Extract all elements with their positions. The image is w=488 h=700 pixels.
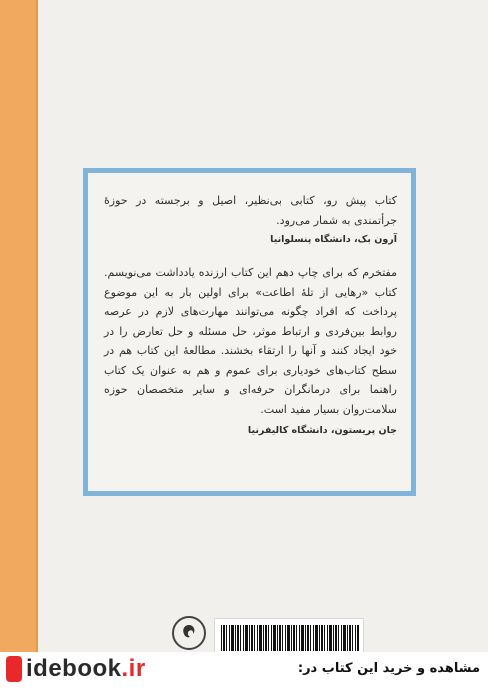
barcode-icon bbox=[221, 625, 359, 651]
endorsement-text-1: کتاب پیش رو، کتابی بی‌نظیر، اصیل و برجسته در حوزهٔ جرأتمندی به شمار می‌رود. bbox=[104, 194, 397, 227]
endorsement-box bbox=[83, 168, 416, 496]
site-domain-suffix: .ir bbox=[121, 655, 146, 682]
publisher-logo-icon bbox=[172, 616, 206, 650]
site-watermark-logo[interactable] bbox=[6, 654, 146, 684]
endorsement-author-2: جان پریستون، دانشگاه کالیفرنیا bbox=[247, 425, 397, 436]
site-logo-icon bbox=[6, 656, 22, 682]
site-name: idebook bbox=[26, 655, 122, 682]
endorsement-author-1: آرون بک، دانشگاه پنسلوانیا bbox=[270, 234, 397, 245]
book-spine-strip bbox=[0, 0, 36, 700]
endorsement-text-2: مفتخرم که برای چاپ دهم این کتاب ارزنده یادداشت می‌نویسم. کتاب «رهایی از تلهٔ اطاعت» برای اولین بار به این موضوع پرداخت که افراد چگونه می‌توانند مهارت‌های لازم در عرصه روابط بین‌فردی و ارتباط موثر، حل مسئله و حل تعارض را در خود ایجاد کنند و آنها را ارتقاء بخشند. مطالعهٔ این کتاب هم در سطح کتاب‌های خودیاری برای عموم و هم به عنوان یک کتاب راهنما برای درمانگران حرفه‌ای و سایر متخصصان حوزه سلامت‌روان بسیار مفید است. bbox=[104, 266, 397, 416]
watermark-slogan: مشاهده و خرید این کتاب در: bbox=[297, 661, 480, 676]
